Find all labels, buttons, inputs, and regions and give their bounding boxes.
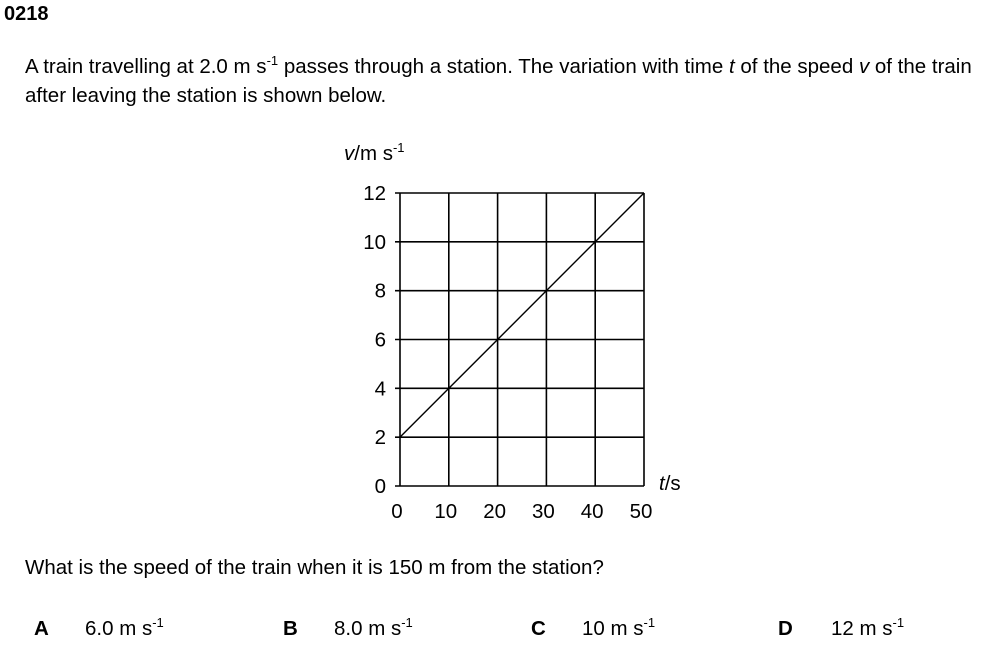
option-b-value: 8.0 m $s^{-1}$: [334, 615, 413, 640]
option-d[interactable]: [778, 617, 904, 641]
x-tick-label-50: 50: [629, 500, 653, 523]
y-tick-label-2: 2: [374, 426, 386, 450]
x-axis-label-var: t: [659, 472, 665, 495]
y-axis-label-sup: -1: [392, 140, 405, 155]
y-axis-ticks: [363, 182, 386, 498]
stem-text-d: of the train after leaving the station is shown below.: [25, 55, 972, 107]
stem-time-symbol: t: [729, 55, 735, 78]
option-d-letter: D: [778, 617, 793, 640]
series-line-speed: [400, 193, 644, 437]
y-tick-label-8: 8: [374, 279, 386, 303]
x-tick-label-40: 40: [580, 500, 604, 523]
x-axis-ticks: [391, 500, 652, 523]
stem-text-b: passes through a station. The variation with time: [278, 55, 729, 78]
question-number: 0218: [4, 3, 49, 25]
grid: [395, 193, 644, 486]
stem-speed-symbol: v: [858, 55, 870, 78]
y-tick-label-0: 0: [374, 475, 386, 498]
y-tick-label-6: 6: [374, 328, 386, 352]
x-tick-label-30: 30: [531, 500, 555, 523]
x-tick-label-20: 20: [483, 500, 507, 523]
y-tick-label-10: 10: [363, 230, 386, 254]
option-a[interactable]: [34, 617, 164, 641]
option-c-value: 10 m $s^{-1}$: [582, 615, 656, 640]
question-prompt: What is the speed of the train when it is 150 m from the station?: [25, 556, 604, 579]
option-c-letter: C: [531, 617, 546, 640]
stem-text-a: A train travelling at 2.0 m s: [25, 55, 267, 78]
y-tick-label-12: 12: [363, 182, 386, 205]
option-a-letter: A: [34, 617, 49, 640]
x-tick-label-0: 0: [391, 500, 403, 523]
y-axis-label-var: v: [344, 142, 355, 165]
x-axis-label: [659, 472, 681, 495]
option-b[interactable]: [283, 617, 413, 641]
option-a-value: 6.0 m $s^{-1}$: [85, 615, 164, 640]
data-series: [400, 193, 644, 437]
y-tick-label-4: 4: [374, 377, 386, 401]
y-axis-label: [344, 140, 405, 165]
option-c[interactable]: [531, 617, 655, 641]
stem-unit-superscript: -1: [266, 53, 279, 68]
option-b-letter: B: [283, 617, 298, 640]
x-axis-label-unit: /s: [664, 472, 681, 495]
stem-text-c: of the speed: [734, 55, 859, 78]
y-axis-label-unit: /m s: [354, 142, 393, 165]
option-d-value: 12 m $s^{-1}$: [831, 615, 905, 640]
x-tick-label-10: 10: [434, 500, 458, 523]
